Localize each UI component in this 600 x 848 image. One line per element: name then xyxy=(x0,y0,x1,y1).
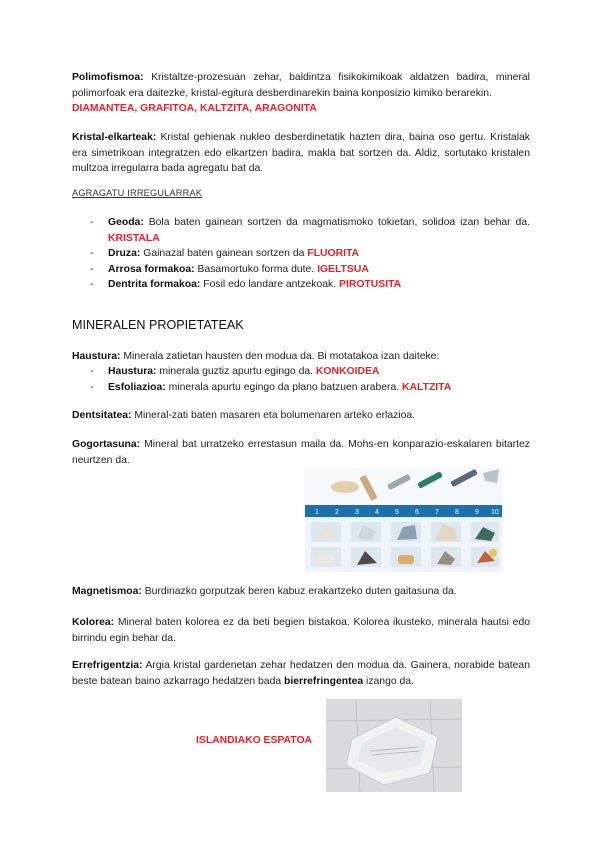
haustura-paragraph xyxy=(72,349,530,365)
svg-text:3: 3 xyxy=(355,509,359,516)
svg-text:10: 10 xyxy=(491,509,499,516)
dentsitatea-paragraph xyxy=(72,408,530,424)
svg-text:8: 8 xyxy=(455,509,459,516)
list-item-text: Gainazal baten gainean sortzen da xyxy=(140,248,308,259)
magnetismoa-term: Magnetismoa: xyxy=(72,586,142,597)
haustura-text: Minerala zatietan hausten den modua da. Bi motatakoa izan daiteke: xyxy=(120,351,440,362)
svg-text:4: 4 xyxy=(375,509,379,516)
gogortasuna-paragraph xyxy=(72,437,530,468)
list-item-example: KRISTALA xyxy=(108,232,160,244)
polimorfismoa-examples: DIAMANTEA, GRAFITOA, KALTZITA, ARAGONITA xyxy=(72,103,317,114)
list-item-example: FLUORITA xyxy=(307,248,360,259)
polimorfismoa-paragraph xyxy=(72,70,530,117)
list-item xyxy=(72,380,530,396)
kolorea-paragraph xyxy=(72,615,530,646)
list-item-term: Esfoliazioa: xyxy=(108,381,166,393)
kristal-elkarteak-text: Kristal gehienak nukleo desberdinetatik hazten dira, baina oso gertu. Kristalak era simetrikoan integratzen edo elkartzen badira, makla bat sortzen da. Aldiz, sortutako kristalen multzoa irregularra bada agregatu bat da. xyxy=(72,132,530,174)
list-item-example: PIROTUSITA xyxy=(339,279,402,290)
list-item xyxy=(72,215,530,246)
errefrigentzia-paragraph xyxy=(72,658,530,689)
dentsitatea-text: Mineral-zati baten masaren eta bolumenaren arteko erlazioa. xyxy=(131,410,416,421)
kolorea-text: Mineral baten kolorea ez da beti begien bistakoa. Kolorea ikusteko, minerala hautsi edo birrindu egin behar da. xyxy=(72,617,530,644)
dentsitatea-term: Dentsitatea: xyxy=(72,410,132,421)
polimorfismoa-text: Kristaltze-prozesuan zehar, baldintza fisikokimikoak aldatzen badira, mineral polimorfoak era daitezke, kristal-egitura desberdinarekin baina konposizio kimiko berarekin. xyxy=(72,72,530,99)
list-item-text: minerala guztiz apurtu egingo da. xyxy=(156,366,316,377)
agregatu-heading: AGRAGATU IRREGULARRAK xyxy=(72,188,203,198)
svg-text:5: 5 xyxy=(395,509,399,516)
agregatu-list xyxy=(72,215,530,293)
svg-text:6: 6 xyxy=(415,509,419,516)
list-item-example: KALTZITA xyxy=(402,381,452,393)
errefrigentzia-term: Errefrigentzia: xyxy=(72,660,143,671)
magnetismoa-paragraph xyxy=(72,584,530,600)
list-item xyxy=(72,277,530,293)
errefrigentzia-text: Argia kristal gardenetan zehar hedatzen den modua da. Gainera, norabide batean beste batean baino azkarrago hedatzen bada xyxy=(72,660,530,687)
polimorfismoa-term: Polimofismoa: xyxy=(72,72,144,83)
kristal-elkarteak-term: Kristal-elkarteak: xyxy=(72,132,157,143)
list-item xyxy=(72,364,530,380)
list-item-example: IGELTSUA xyxy=(317,263,369,275)
gogortasuna-text: Mineral bat urratzeko errestasun maila da. Mohs-en konparazio-eskalaren bitartez neurtzen da. xyxy=(72,439,530,466)
mohs-scale-illustration xyxy=(305,467,502,572)
list-item-term: Dentrita formakoa: xyxy=(108,279,201,290)
kristal-elkarteak-paragraph xyxy=(72,130,530,177)
errefrigentzia-text-end: izango da. xyxy=(363,675,414,687)
list-dash: - xyxy=(90,279,94,290)
list-item xyxy=(72,246,530,262)
iceland-spar-photo xyxy=(326,699,462,792)
kolorea-term: Kolorea: xyxy=(72,617,115,628)
list-dash: - xyxy=(90,366,94,377)
magnetismoa-text: Burdinazko gorputzak beren kabuz erakartzeko duten gaitasuna da. xyxy=(141,586,457,597)
bierrefringentea-word: bierrefringentea xyxy=(284,675,364,687)
list-item-term: Arrosa formakoa: xyxy=(108,263,195,275)
gogortasuna-term: Gogortasuna: xyxy=(72,439,141,450)
svg-text:9: 9 xyxy=(475,509,479,516)
list-dash: - xyxy=(90,381,94,393)
list-item-example: KONKOIDEA xyxy=(315,366,380,377)
list-item-term: Geoda: xyxy=(108,217,144,228)
list-item-text: minerala apurtu egingo da plano batzuen arabera. xyxy=(165,381,403,393)
haustura-list xyxy=(72,364,530,395)
list-item-text: Fosil edo landare antzekoak. xyxy=(200,279,340,290)
list-dash: - xyxy=(90,248,94,259)
crystal-caption: ISLANDIAKO ESPATOA xyxy=(196,735,313,746)
list-item-text: Bola baten gainean sortzen da magmatismoko tokietan, solidoa izan behar da. xyxy=(143,217,530,228)
list-item-term: Druza: xyxy=(108,248,141,259)
list-dash: - xyxy=(90,263,94,275)
section-title: MINERALEN PROPIETATEAK xyxy=(72,318,244,332)
list-item xyxy=(72,262,530,278)
svg-text:7: 7 xyxy=(435,509,439,516)
list-item-text: Basamortuko forma dute. xyxy=(194,263,318,275)
list-dash: - xyxy=(90,217,94,228)
haustura-term: Haustura: xyxy=(72,351,121,362)
list-item-term: Haustura: xyxy=(108,366,157,377)
svg-text:1: 1 xyxy=(315,509,319,516)
svg-text:2: 2 xyxy=(335,509,339,516)
